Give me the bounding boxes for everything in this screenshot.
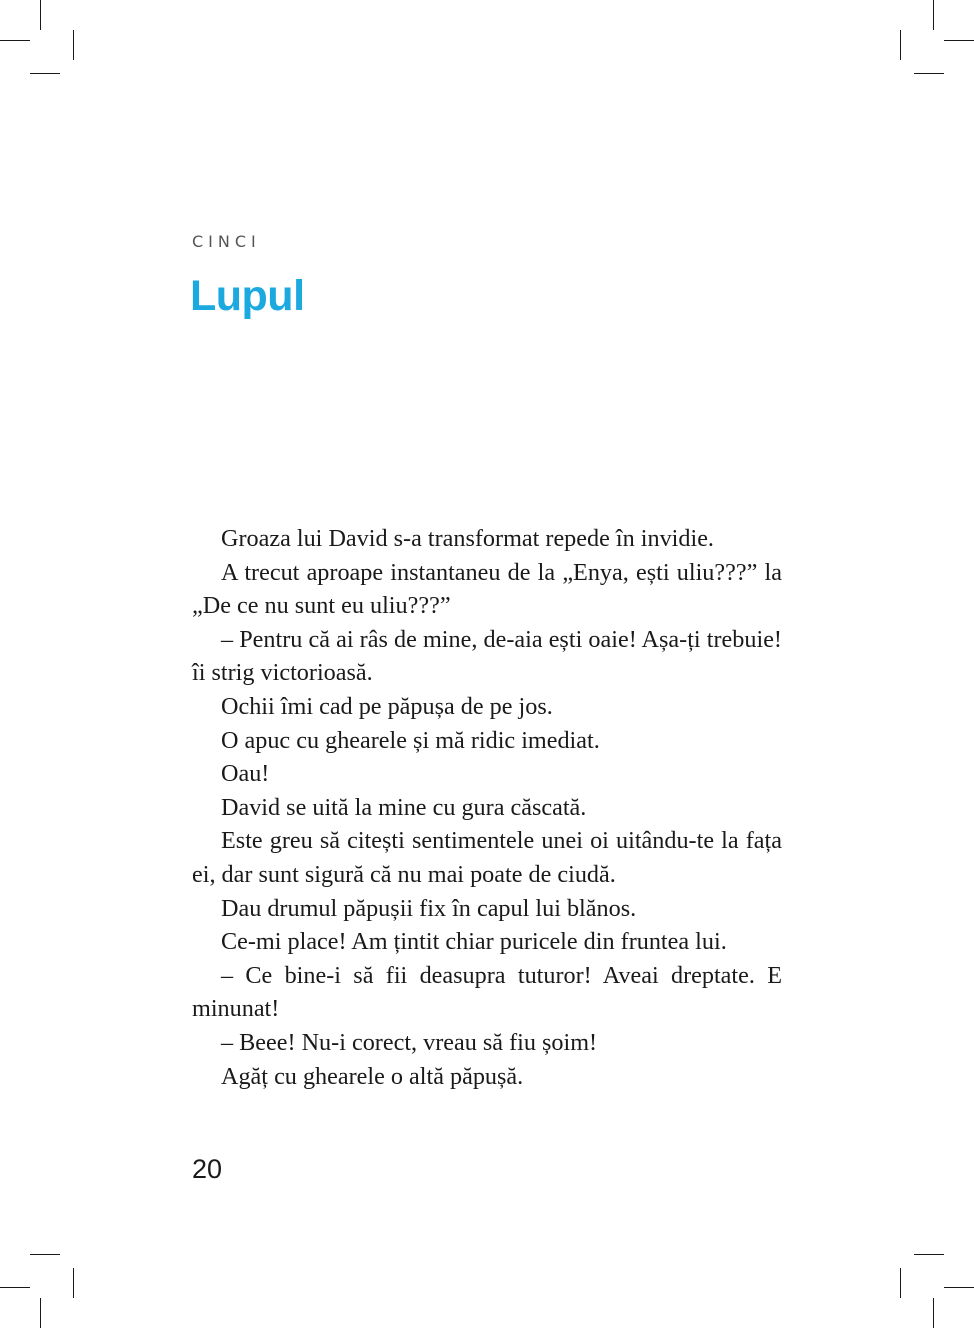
crop-mark bbox=[944, 40, 974, 41]
crop-mark bbox=[944, 1287, 974, 1288]
crop-mark bbox=[0, 1287, 30, 1288]
crop-mark bbox=[933, 1298, 934, 1328]
paragraph: Dau drumul păpușii fix în capul lui blănos. bbox=[221, 894, 637, 922]
crop-mark bbox=[73, 1268, 74, 1298]
paragraph: – Pentru că ai râs de mine, de-aia ești oaie! Așa-ți trebuie! îi strig victorioasă. bbox=[192, 625, 782, 687]
paragraph: David se uită la mine cu gura căscată. bbox=[221, 793, 587, 821]
crop-mark bbox=[30, 73, 60, 74]
crop-mark bbox=[40, 0, 41, 30]
crop-mark bbox=[40, 1298, 41, 1328]
paragraph: Oau! bbox=[221, 760, 270, 788]
paragraph: – Ce bine-i să fii deasupra tuturor! Aveai dreptate. E minunat! bbox=[192, 961, 782, 1023]
crop-mark bbox=[0, 40, 30, 41]
crop-mark bbox=[73, 30, 74, 60]
crop-mark bbox=[900, 1268, 901, 1298]
page-number: 20 bbox=[192, 1154, 223, 1184]
paragraph: O apuc cu ghearele și mă ridic imediat. bbox=[221, 726, 600, 754]
paragraph: – Beee! Nu-i corect, vreau să fiu șoim! bbox=[221, 1028, 598, 1056]
chapter-title: Lupul bbox=[190, 272, 305, 320]
paragraph: Agăț cu ghearele o altă păpușă. bbox=[221, 1062, 524, 1090]
crop-mark bbox=[900, 30, 901, 60]
crop-mark bbox=[914, 1254, 944, 1255]
crop-mark bbox=[30, 1254, 60, 1255]
paragraph: A trecut aproape instantaneu de la „Enya, ești uliu???” la „De ce nu sunt eu uliu???” bbox=[192, 558, 782, 620]
body-text bbox=[192, 522, 782, 1093]
crop-mark bbox=[914, 73, 944, 74]
paragraph: Ochii îmi cad pe păpușa de pe jos. bbox=[221, 692, 553, 720]
paragraph: Groaza lui David s-a transformat repede în invidie. bbox=[221, 525, 714, 552]
crop-mark bbox=[933, 0, 934, 30]
paragraph: Este greu să citești sentimentele unei oi uitându-te la fața ei, dar sunt sigură că nu mai poate de ciudă. bbox=[192, 827, 782, 888]
paragraph: Ce-mi place! Am țintit chiar puricele din fruntea lui. bbox=[221, 928, 727, 956]
chapter-number-label: CINCI bbox=[192, 232, 261, 251]
